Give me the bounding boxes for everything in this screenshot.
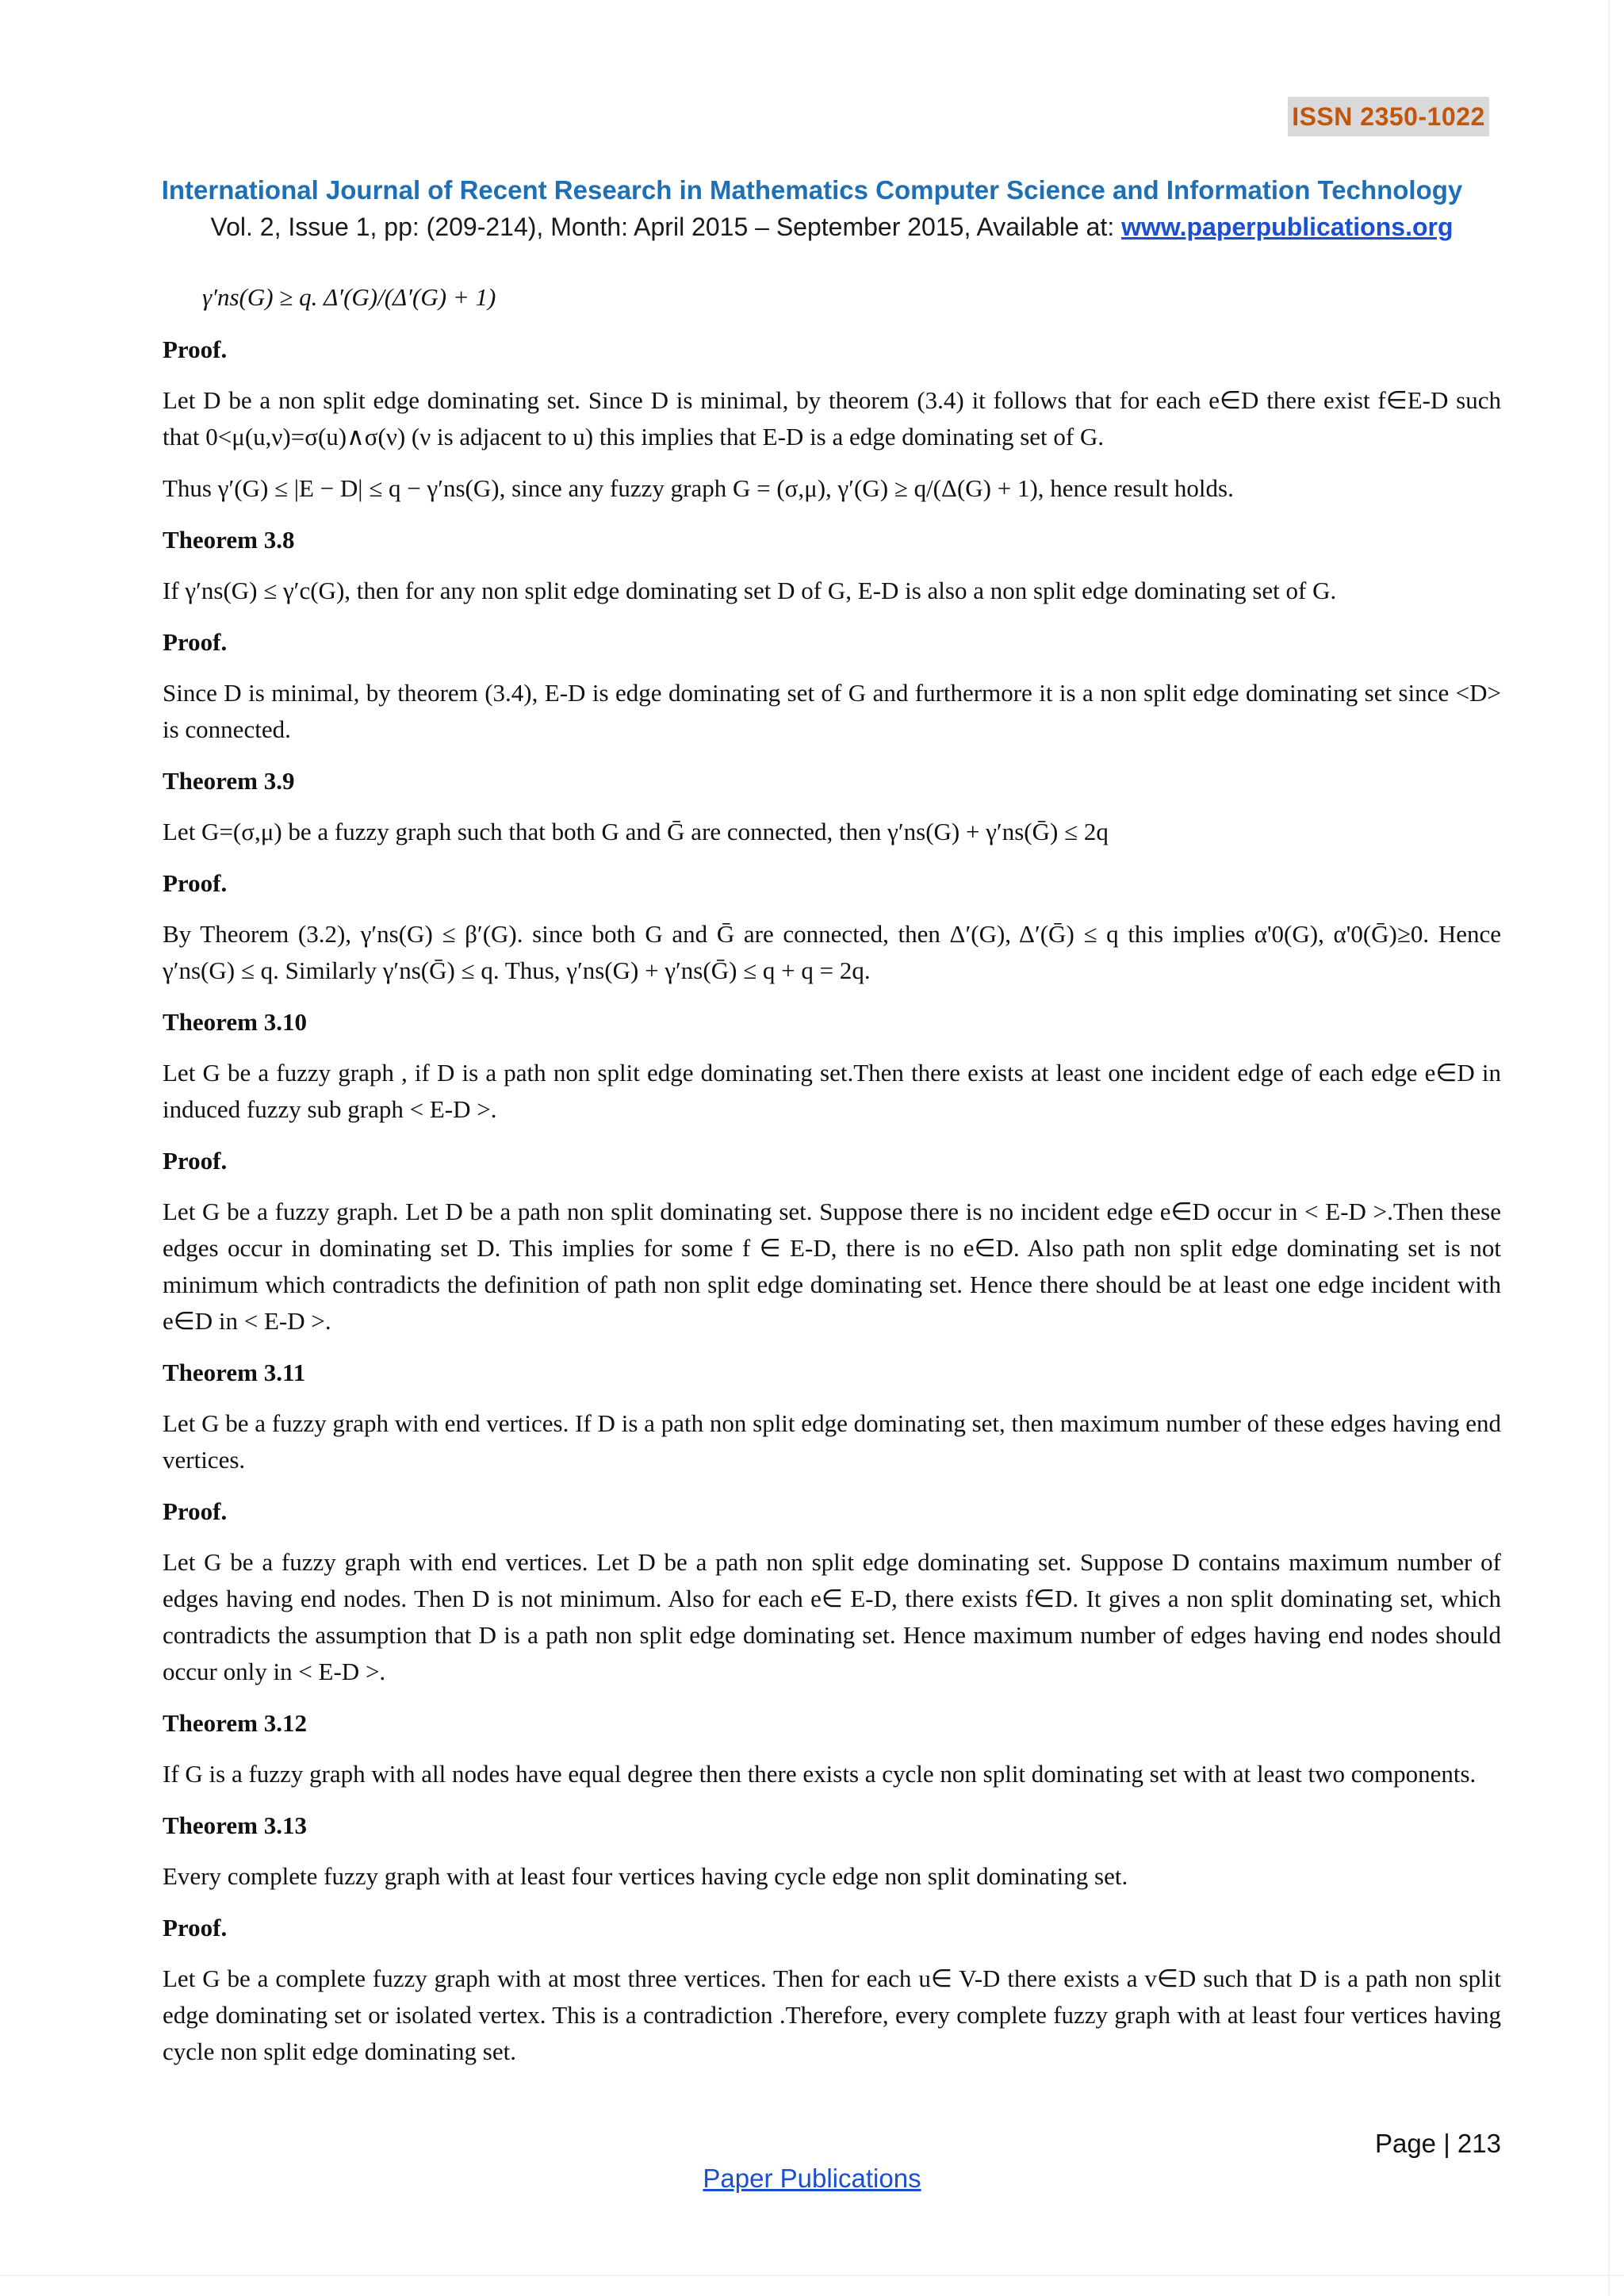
- volume-info: [163, 209, 1501, 244]
- page-number: Page | 213: [1374, 2129, 1501, 2158]
- footer: [0, 2164, 1624, 2194]
- paragraph: Let G=(σ,μ) be a fuzzy graph such that both G and Ḡ are connected, then γ′ns(G) + γ′ns(Ḡ) ≤ 2q: [163, 818, 1109, 845]
- publisher-link[interactable]: Paper Publications: [703, 2164, 921, 2193]
- volume-text: Vol. 2, Issue 1, pp: (209-214), Month: April 2015 – September 2015, Available at:: [210, 213, 1122, 241]
- paragraph: If G is a fuzzy graph with all nodes have equal degree then there exists a cycle non split dominating set with at least two components.: [163, 1760, 1477, 1788]
- journal-url-link[interactable]: www.paperpublications.org: [1121, 213, 1454, 241]
- page-edge-right: [1608, 0, 1610, 2296]
- paragraph: Since D is minimal, by theorem (3.4), E-D is edge dominating set of G and furthermore it is a non split edge dominating set since <D> is connected.: [163, 679, 1501, 743]
- paragraph: Let G be a fuzzy graph with end vertices. If D is a path non split edge dominating set, then maximum number of these edges having end vertices.: [163, 1409, 1501, 1474]
- section-heading: Proof.: [163, 628, 228, 656]
- formula-line: γ′ns(G) ≥ q. Δ′(G)/(Δ′(G) + 1): [202, 283, 496, 311]
- page-edge-bottom: [0, 2275, 1624, 2276]
- section-heading: Proof.: [163, 1147, 228, 1175]
- section-heading: Proof.: [163, 1914, 228, 1941]
- paragraph: Let G be a fuzzy graph , if D is a path non split edge dominating set.Then there exists at least one incident edge of each edge e∈D in induced fuzzy sub graph < E-D >.: [163, 1059, 1501, 1123]
- journal-title: International Journal of Recent Research in Mathematics Computer Science and Information Technology: [161, 175, 1463, 205]
- section-heading: Proof.: [163, 869, 228, 897]
- paragraph: Every complete fuzzy graph with at least four vertices having cycle edge non split dominating set.: [163, 1862, 1128, 1890]
- section-heading: Theorem 3.12: [163, 1709, 307, 1737]
- section-heading: Theorem 3.8: [163, 526, 295, 554]
- section-heading: Theorem 3.13: [163, 1811, 307, 1839]
- paragraph: Thus γ′(G) ≤ |E − D| ≤ q − γ′ns(G), since any fuzzy graph G = (σ,μ), γ′(G) ≥ q/(Δ(G) + 1), hence result holds.: [163, 474, 1234, 502]
- paragraph: If γ′ns(G) ≤ γ′c(G), then for any non split edge dominating set D of G, E-D is also a non split edge dominating set of G.: [163, 577, 1337, 604]
- issn-badge: ISSN 2350-1022: [1288, 97, 1489, 136]
- section-heading: Theorem 3.11: [163, 1359, 306, 1386]
- section-heading: Theorem 3.9: [163, 767, 295, 795]
- paragraph: Let G be a complete fuzzy graph with at most three vertices. Then for each u∈ V-D there exists a v∈D such that D is a path non split edge dominating set or isolated vertex. This is a contradiction .Therefore, every complete fuzzy graph with at least four vertices having cycle non split edge dominating set.: [163, 1964, 1501, 2065]
- section-heading: Proof.: [163, 1497, 228, 1525]
- paragraph: Let D be a non split edge dominating set. Since D is minimal, by theorem (3.4) it follows that for each e∈D there exist f∈E-D such that 0<μ(u,ν)=σ(u)∧σ(ν) (ν is adjacent to u) this implies that E-D is a edge dominating set of G.: [163, 386, 1501, 450]
- paragraph: Let G be a fuzzy graph. Let D be a path non split dominating set. Suppose there is no incident edge e∈D occur in < E-D >.Then these edges occur in dominating set D. This implies for some f ∈ E-D, there is no e∈D. Also path non split edge dominating set is not minimum which contradicts the definition of path non split edge dominating set. Hence there should be at least one edge incident with e∈D in < E-D >.: [163, 1198, 1501, 1335]
- paragraph: By Theorem (3.2), γ′ns(G) ≤ β′(G). since both G and Ḡ are connected, then Δ′(G), Δ′(Ḡ) ≤ q this implies α'0(G), α'0(Ḡ)≥0. Hence γ′ns(G) ≤ q. Similarly γ′ns(Ḡ) ≤ q. Thus, γ′ns(G) + γ′ns(Ḡ) ≤ q + q = 2q.: [163, 920, 1501, 984]
- paragraph: Let G be a fuzzy graph with end vertices. Let D be a path non split edge dominating set. Suppose D contains maximum number of edges having end nodes. Then D is not minimum. Also for each e∈ E-D, there exists f∈D. It gives a non split dominating set, which contradicts the assumption that D is a path non split edge dominating set. Hence maximum number of edges having end nodes should occur only in < E-D >.: [163, 1548, 1501, 1685]
- section-heading: Theorem 3.10: [163, 1008, 307, 1036]
- article-body: [163, 279, 1501, 2085]
- section-heading: Proof.: [163, 335, 228, 363]
